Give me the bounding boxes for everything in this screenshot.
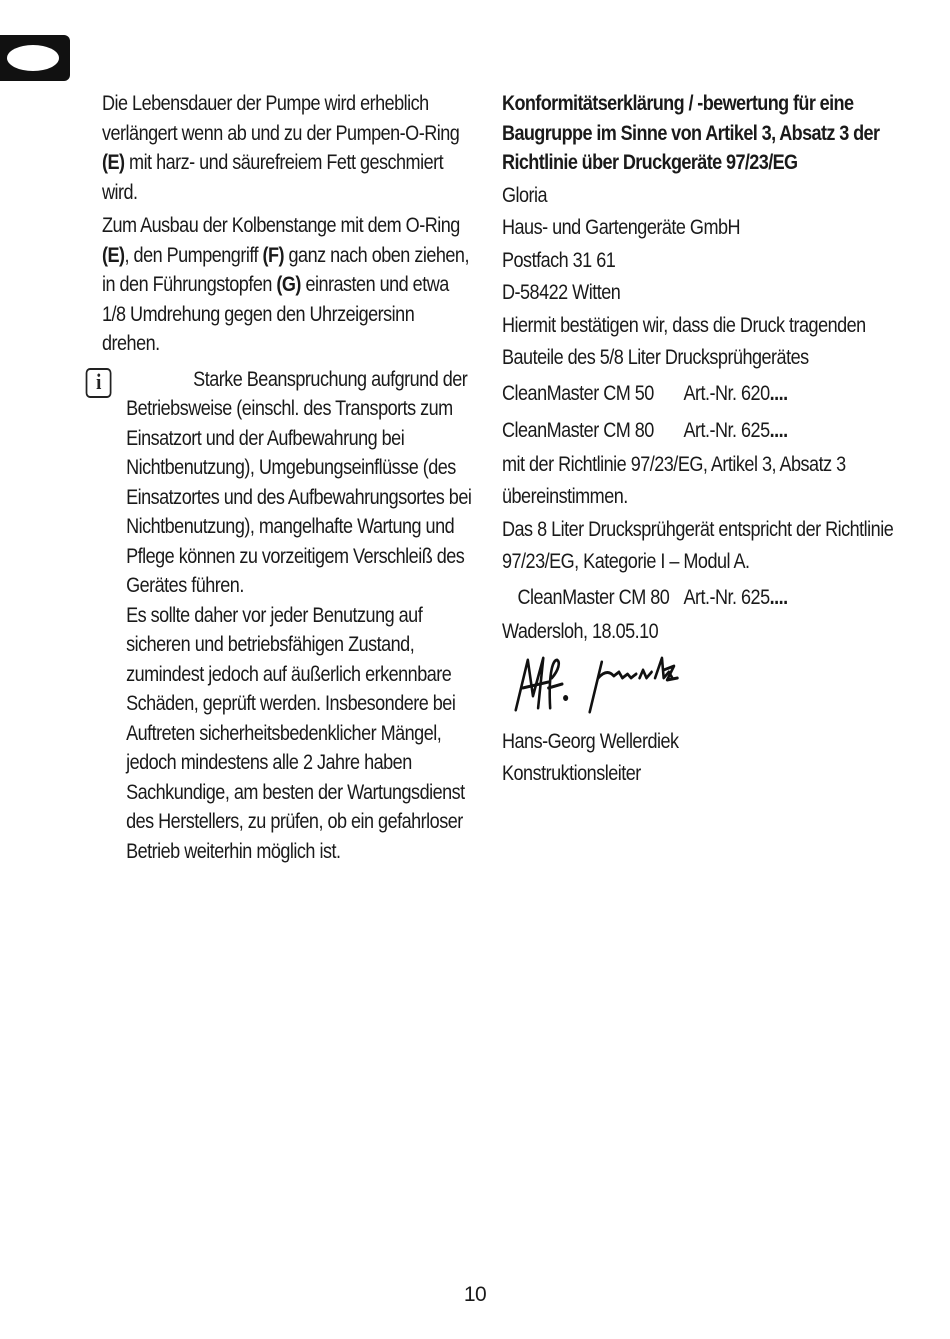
- place-date: Wadersloh, 18.05.10: [502, 619, 659, 643]
- product-name: CleanMaster CM 50: [502, 381, 654, 405]
- declaration-heading: Konformitätserklärung / -bewertung für eine Baugruppe im Sinne von Artikel 3, Absatz 3 der Richtlinie über Druckgeräte 97/23/EG: [502, 92, 880, 174]
- product-row: [502, 412, 902, 449]
- product-row: [502, 375, 902, 412]
- product-name: CleanMaster CM 80: [517, 585, 670, 609]
- product-row: [502, 579, 902, 616]
- product-art: Art.-Nr. 620....: [683, 381, 788, 405]
- statement-text: Hiermit bestätigen wir, dass die Druck tragenden Bauteile des 5/8 Liter Drucksprühgerätes: [502, 313, 866, 369]
- right-column: [502, 89, 902, 791]
- note-text-1: Starke Beanspruchung aufgrund der Betriebsweise (einschl. des Transports zum Einsatzort und der Aufbewahrung bei Nichtbenutzung), Umgebungseinflüsse (des Einsatzortes und des Aufbewahrungsortes bei Nichtbenutzung), mangelhafte Wartung und Pflege können zu vorzeitigem Verschleiß des Gerätes führen.: [126, 367, 472, 597]
- signature: [509, 648, 681, 718]
- product-art: Art.-Nr. 625....: [683, 585, 788, 609]
- company-line: D-58422 Witten: [502, 281, 621, 304]
- left-column: [96, 89, 472, 866]
- company-line: Haus- und Gartengeräte GmbH: [502, 216, 741, 239]
- note-block: [102, 365, 472, 867]
- page-number: 10: [463, 1283, 487, 1306]
- language-tab: [0, 35, 70, 81]
- liter8-text: Das 8 Liter Drucksprühgerät entspricht der Richtlinie 97/23/EG, Kategorie I – Modul A.: [502, 517, 894, 573]
- product-art: Art.-Nr. 625....: [683, 418, 788, 442]
- info-icon: i: [86, 368, 112, 398]
- company-line: Postfach 31 61: [502, 248, 616, 272]
- language-flag-oval: [7, 45, 59, 71]
- signer-name: Hans-Georg Wellerdiek: [502, 729, 679, 753]
- paragraph-removal: Zum Ausbau der Kolbenstange mit dem O-Ring (E), den Pumpengriff (F) ganz nach oben ziehen, in den Führungstopfen (G) einrasten und etwa 1/8 Umdrehung gegen den Uhrzeigersinn drehen.: [102, 214, 469, 355]
- compliance-text: mit der Richtlinie 97/23/EG, Artikel 3, Absatz 3 übereinstimmen.: [502, 452, 846, 508]
- paragraph-lifespan: Die Lebensdauer der Pumpe wird erheblich verlängert wenn ab und zu der Pumpen-O-Ring (E) mit harz- und säurefreiem Fett geschmiert wird.: [102, 92, 460, 204]
- company-line: Gloria: [502, 183, 548, 207]
- note-text-2: Es sollte daher vor jeder Benutzung auf sicheren und betriebsfähigen Zustand, zumindest jedoch auf äußerlich erkennbare Schäden, geprüft werden. Insbesondere bei Auftreten sicherheitsbedenklicher Mängel, jedoch mindestens alle 2 Jahre haben Sachkundige, am besten der Wartungsdienst des Herstellers, zu prüfen, ob ein gefahrloser Betrieb weiterhin möglich ist.: [126, 603, 465, 863]
- product-name: CleanMaster CM 80: [502, 418, 654, 442]
- company-address: [502, 180, 902, 310]
- signer-title: Konstruktionsleiter: [502, 762, 641, 785]
